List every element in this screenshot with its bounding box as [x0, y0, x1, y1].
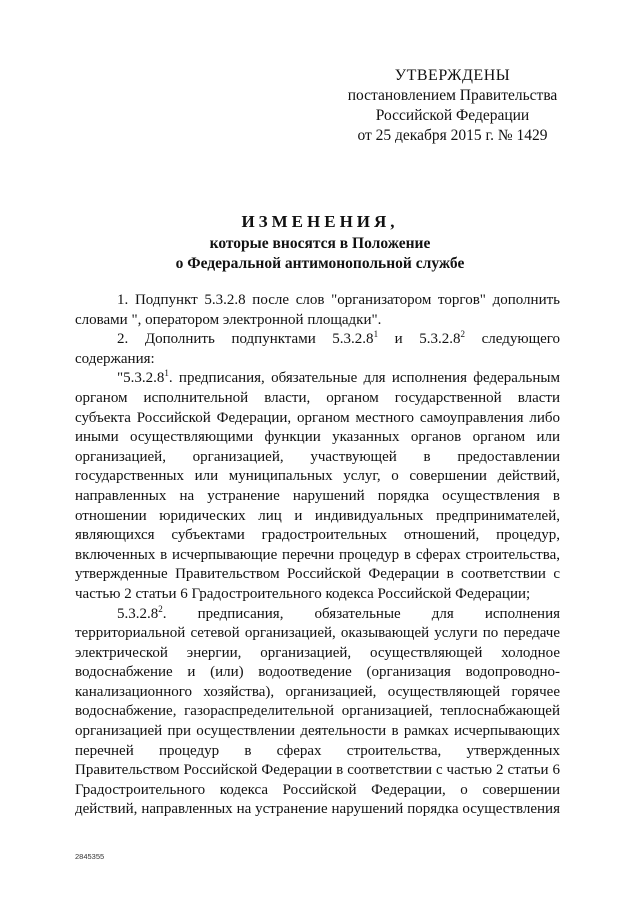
text-line: "5.3.2.8$^1$. предписания, обязательные для исполнения федеральным [117, 368, 560, 387]
document-title: ИЗМЕНЕНИЯ, [241, 212, 399, 231]
text-line: водоснабжение, газораспределительной организацией, теплоснабжающей [75, 703, 560, 720]
text-line: органом исполнительной власти, органом государственной власти [75, 389, 560, 406]
text-line: 1. Подпункт 5.3.2.8 после слов "организатором торгов" дополнить [117, 292, 560, 308]
approval-date: от 25 декабря 2015 г. № 1429 [357, 127, 548, 144]
text-line: Правительством Российской Федерации в соответствии с частью 2 статьи 6 [75, 762, 560, 779]
approval-line: постановлением Правительства [347, 87, 558, 104]
approval-title: УТВЕРЖДЕНЫ [394, 67, 511, 84]
text-line: субъекта Российской Федерации, органом местного самоуправления либо [75, 409, 560, 426]
text-line: иными осуществляющими функции указанных органов органом или [75, 429, 560, 446]
text-line: словами ", оператором электронной площадки". [75, 311, 382, 328]
text-line: включенных в исчерпывающие перечни процедур в сферах строительства, [75, 546, 560, 563]
document-id: 2845355 [75, 852, 105, 861]
text-line: являющихся субъектами градостроительных отношений, процедур, [75, 527, 560, 544]
text-fragment: и [394, 331, 403, 348]
superscript: 1 [373, 329, 379, 340]
text-line: Градостроительного кодекса Российской Федерации, о совершении [75, 781, 560, 798]
approval-line: Российской Федерации [375, 107, 530, 124]
text-line: водоснабжение и (или) водоотведение (организация водопроводно- [75, 664, 560, 681]
text-line: действий, направленных на устранение нарушений порядка осуществления [75, 801, 560, 818]
text-line: отношении юридических лиц и индивидуальных предпринимателей, [75, 507, 560, 524]
document-subtitle-line: которые вносятся в Положение [209, 235, 431, 252]
superscript: 2 [460, 329, 466, 340]
superscript: 2 [158, 603, 163, 614]
text-line: частью 2 статьи 6 Градостроительного кодекса Российской Федерации; [75, 585, 531, 602]
text-line: электрической энергии, организацией, осуществляющей холодное [75, 644, 560, 661]
text-line [75, 330, 560, 350]
text-fragment: подпунктами 5.3.2.8$^1$ [231, 329, 379, 348]
text-line: организацией, организацией, участвующей в предоставлении [75, 448, 560, 465]
text-line: организацией при осуществлении деятельности в рамках исчерпывающих [75, 723, 560, 740]
text-line: направленных на устранение нарушений порядка осуществления в [75, 487, 560, 504]
text-fragment: 5.3.2.8$^2$ [419, 329, 466, 348]
text-line: государственных или муниципальных услуг, о совершении действий, [75, 468, 560, 485]
document-subtitle-line: о Федеральной антимонопольной службе [175, 255, 465, 272]
approval-stamp [330, 66, 575, 146]
text-line: утвержденные Правительством Российской Федерации в соответствии с [75, 566, 560, 583]
text-fragment: 2. Дополнить [117, 331, 215, 348]
text-line: содержания: [75, 350, 155, 367]
text-line: перечней процедур в сферах строительства, утвержденных [75, 742, 560, 759]
document-body [75, 291, 560, 820]
text-line: 5.3.2.8$^2$. предписания, обязательные для исполнения [117, 603, 560, 622]
text-line: канализационного хозяйства), организацией, осуществляющей горячее [75, 683, 560, 700]
document-heading [60, 210, 580, 274]
superscript: 1 [164, 368, 169, 379]
text-fragment: следующего [481, 331, 561, 348]
text-line: территориальной сетевой организацией, оказывающей услуги по передаче [75, 625, 560, 642]
